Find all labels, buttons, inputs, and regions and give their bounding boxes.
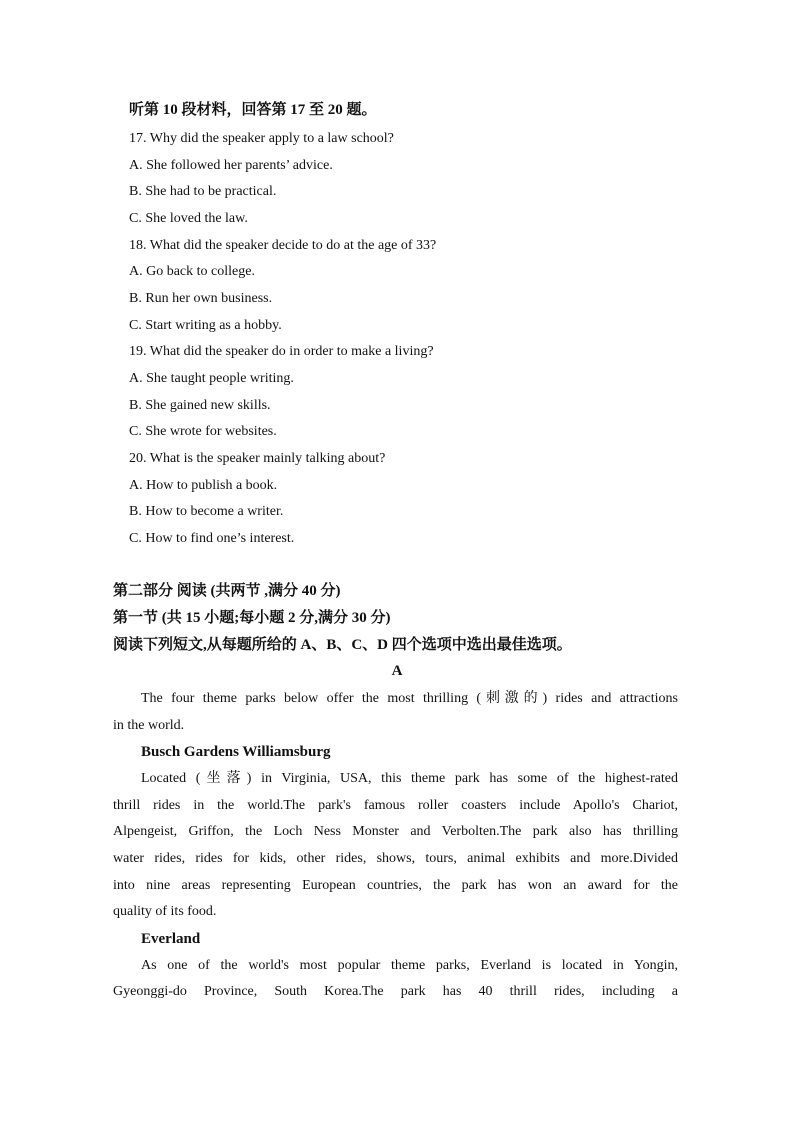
everland-line-2: Gyeonggi-do Province, South Korea.The park has 40 thrill rides, including a <box>113 984 678 999</box>
everland-line-1: As one of the world's most popular theme parks, Everland is located in Yongin, <box>141 958 678 973</box>
question-19: 19. What did the speaker do in order to make a living? <box>129 344 434 359</box>
busch-line-1: Located (坐落) in Virginia, USA, this theme park has some of the highest-rated <box>141 771 678 786</box>
option-18-b: B. Run her own business. <box>129 291 273 306</box>
busch-line-4: water rides, rides for kids, other rides, shows, tours, animal exhibits and more.Divided <box>113 851 678 866</box>
busch-line-2: thrill rides in the world.The park's famous roller coasters include Apollo's Chariot, <box>113 798 678 813</box>
part-title: 第二部分 阅读 (共两节 ,满分 40 分) <box>113 583 341 599</box>
option-20-c: C. How to find one’s interest. <box>129 531 295 546</box>
option-18-a: A. Go back to college. <box>129 264 255 279</box>
option-17-c: C. She loved the law. <box>129 211 248 226</box>
listening-heading: 听第 10 段材料，回答第 17 至 20 题。 <box>129 102 377 118</box>
option-18-c: C. Start writing as a hobby. <box>129 318 282 333</box>
option-19-c: C. She wrote for websites. <box>129 424 277 439</box>
question-17: 17. Why did the speaker apply to a law school? <box>129 131 394 146</box>
question-18: 18. What did the speaker decide to do at the age of 33? <box>129 238 437 253</box>
passage-label: A <box>391 663 403 679</box>
intro-line-1: The four theme parks below offer the most thrilling (刺激的) rides and attractions <box>141 691 678 706</box>
option-20-a: A. How to publish a book. <box>129 478 278 493</box>
reading-instruction: 阅读下列短文,从每题所给的 A、B、C、D 四个选项中选出最佳选项。 <box>113 637 572 653</box>
option-17-a: A. She followed her parents’ advice. <box>129 158 333 173</box>
option-17-b: B. She had to be practical. <box>129 184 277 199</box>
busch-line-5: into nine areas representing European countries, the park has won an award for the <box>113 878 678 893</box>
park-name-busch: Busch Gardens Williamsburg <box>141 744 331 760</box>
section-title: 第一节 (共 15 小题;每小题 2 分,满分 30 分) <box>113 610 391 626</box>
option-20-b: B. How to become a writer. <box>129 504 284 519</box>
park-name-everland: Everland <box>141 931 201 947</box>
busch-line-6: quality of its food. <box>113 904 217 919</box>
question-20: 20. What is the speaker mainly talking about? <box>129 451 386 466</box>
option-19-b: B. She gained new skills. <box>129 398 271 413</box>
intro-line-2: in the world. <box>113 718 185 733</box>
busch-line-3: Alpengeist, Griffon, the Loch Ness Monster and Verbolten.The park also has thrilling <box>113 824 678 839</box>
option-19-a: A. She taught people writing. <box>129 371 294 386</box>
